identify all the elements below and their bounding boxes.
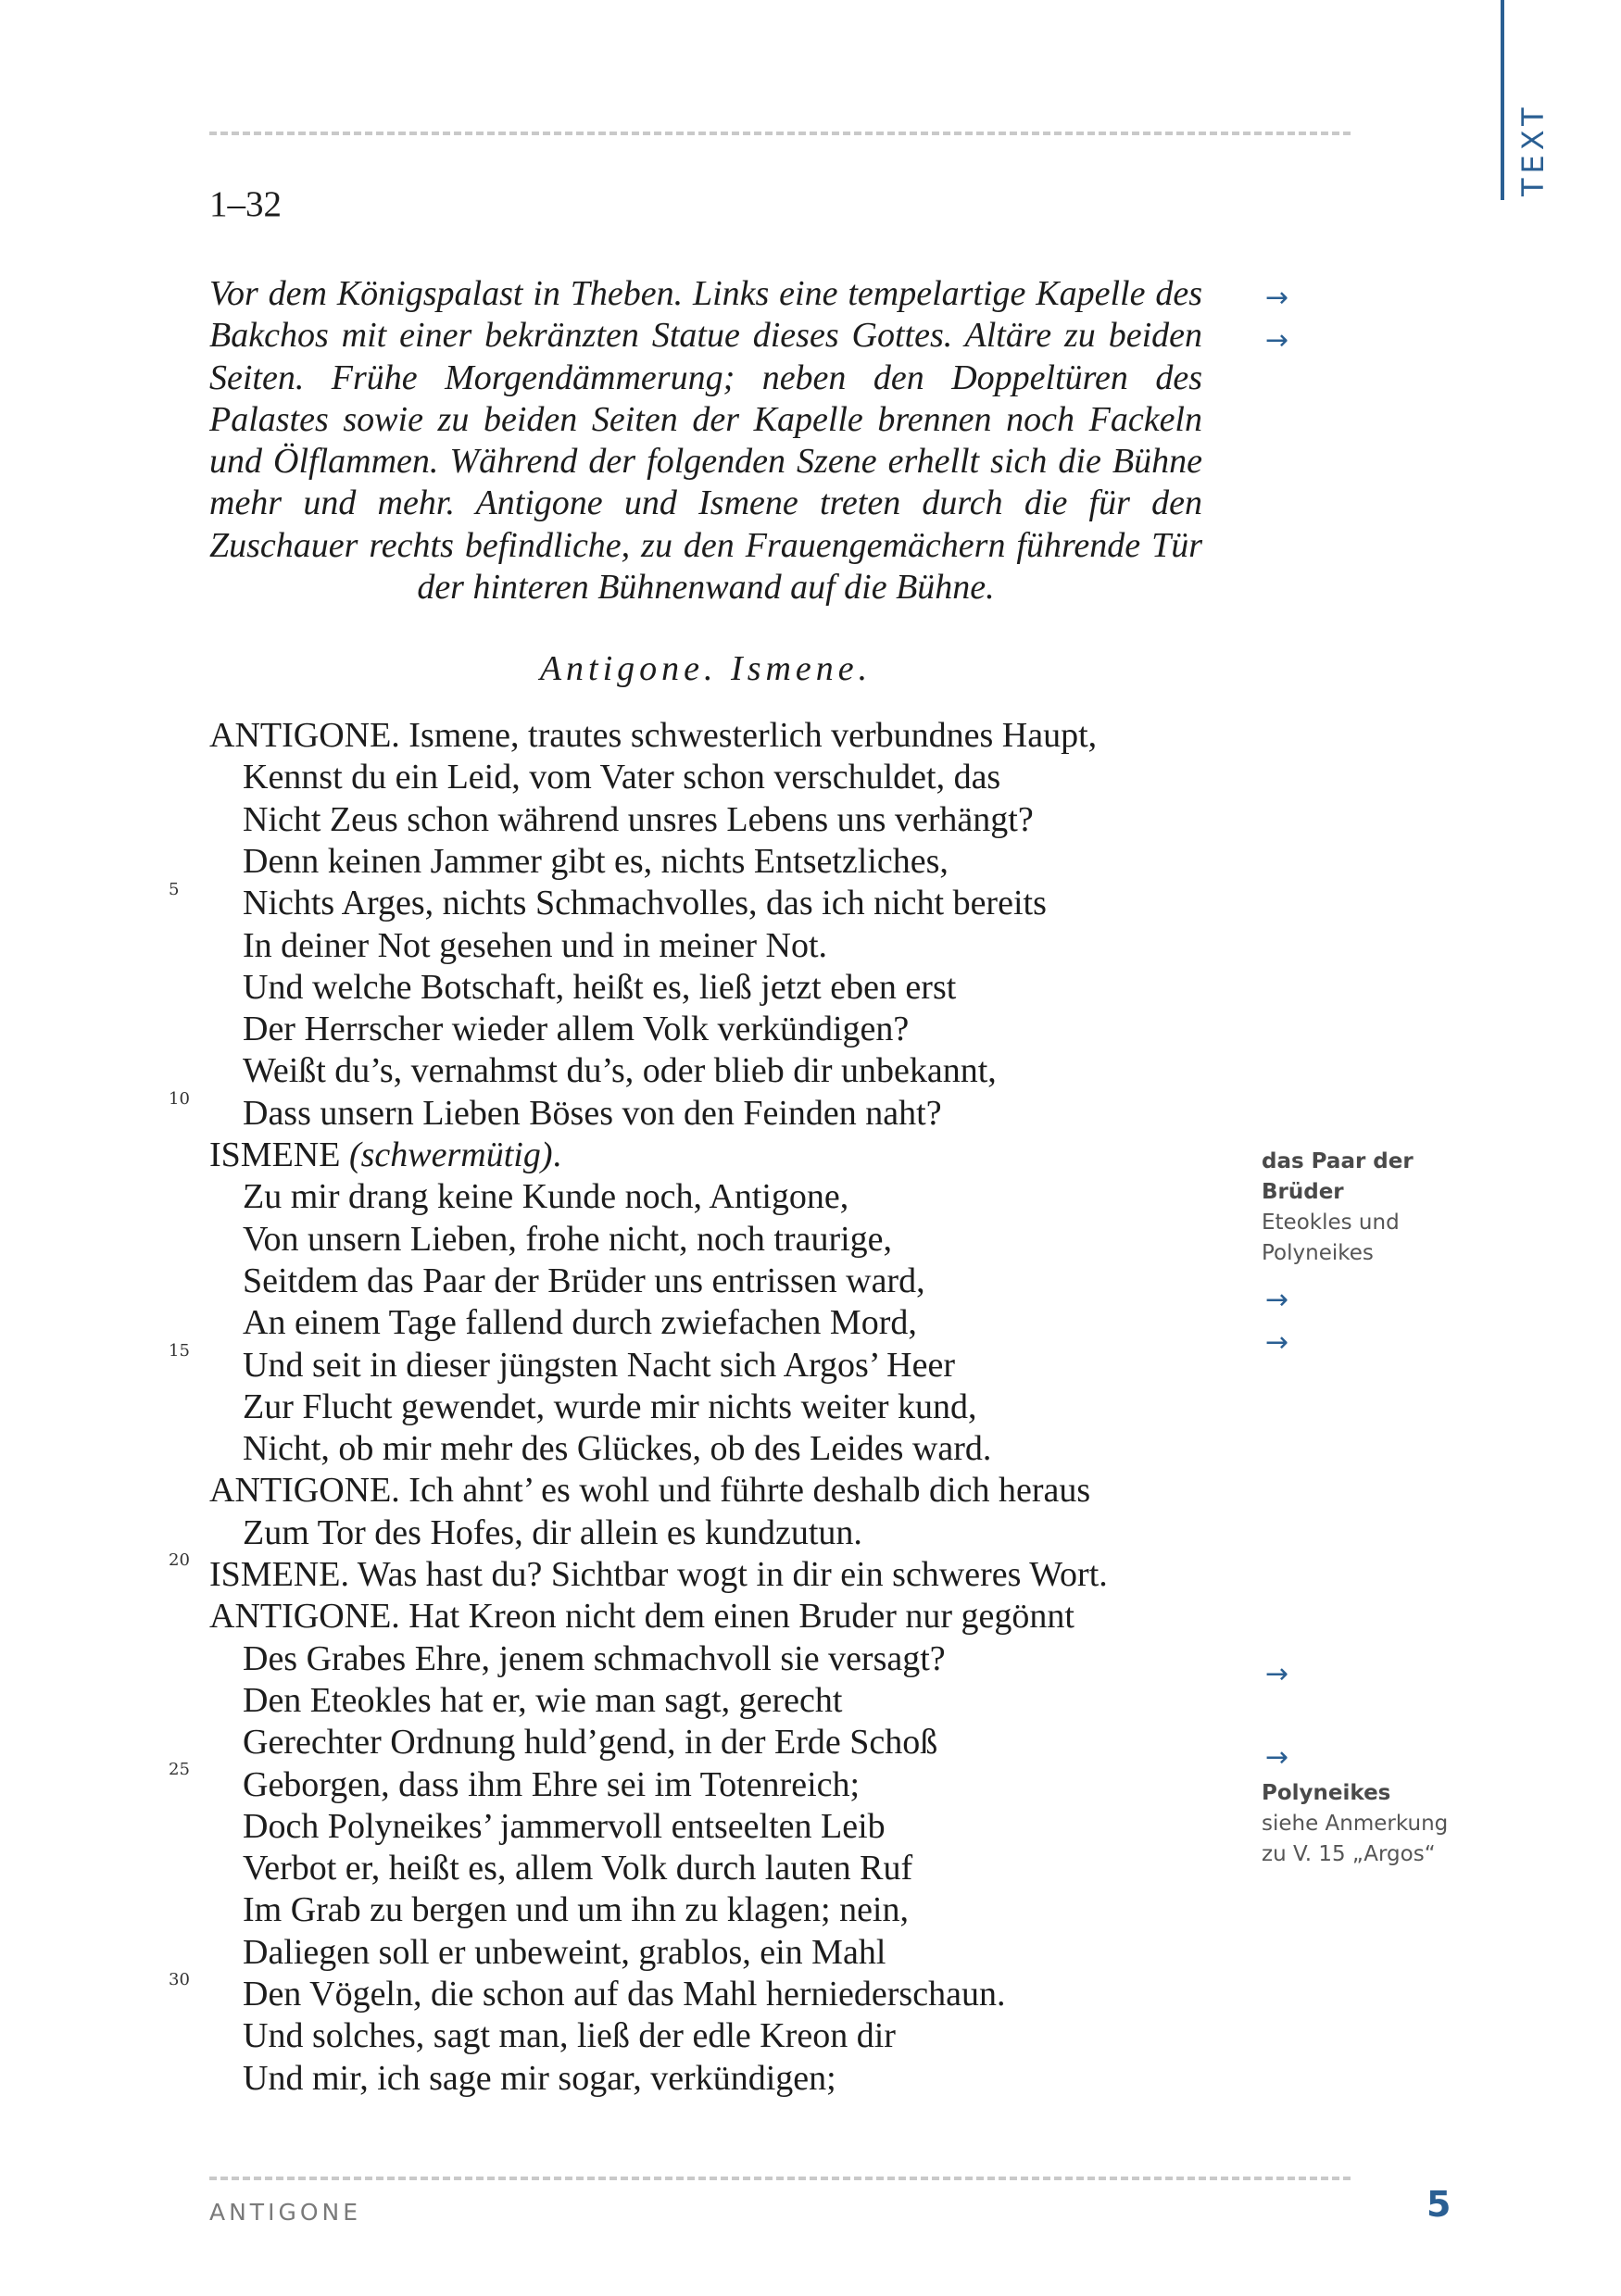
- verse-line: [243, 1889, 909, 1930]
- margin-note: [1262, 1147, 1428, 1269]
- verse-line: [243, 841, 949, 882]
- verse-range: 1–32: [209, 184, 282, 224]
- verse-text: Denn keinen Jammer gibt es, nichts Entsetzliches,: [243, 841, 949, 881]
- verse-text: Weißt du’s, vernahmst du’s, oder blieb dir unbekannt,: [243, 1051, 997, 1091]
- speaker-name: ISMENE.: [209, 1555, 349, 1594]
- verse-text: Nicht Zeus schon während unsres Lebens uns verhängt?: [243, 799, 1034, 839]
- verse-line: [243, 1009, 909, 1049]
- verse-text: Dass unsern Lieben Böses von den Feinden naht?: [243, 1093, 942, 1133]
- gloss-arrow-icon[interactable]: →: [1265, 1326, 1289, 1359]
- verse-line: [209, 715, 1097, 756]
- speaker-name: ANTIGONE.: [209, 1597, 400, 1637]
- verse-text: An einem Tage fallend durch zwiefachen Mord,: [243, 1303, 917, 1343]
- gloss-arrow-icon[interactable]: →: [1265, 1741, 1289, 1774]
- bottom-divider: [209, 2177, 1351, 2180]
- verse-text: Kennst du ein Leid, vom Vater schon verschuldet, das: [243, 758, 1001, 797]
- margin-note-text: Eteokles und Polyneikes: [1262, 1211, 1400, 1265]
- gloss-arrow-icon[interactable]: →: [1265, 1658, 1289, 1690]
- gloss-arrow-icon[interactable]: →: [1265, 282, 1289, 314]
- side-tab-rule: [1501, 0, 1504, 200]
- verse-text: Geborgen, dass ihm Ehre sei im Totenreich;: [243, 1764, 861, 1804]
- verse-line: [243, 1302, 917, 1343]
- stage-direction-inline: (schwermütig): [340, 1135, 553, 1174]
- verse-line: [243, 1219, 892, 1260]
- margin-note: [1262, 1778, 1475, 1870]
- line-number-20: 20: [169, 1550, 190, 1570]
- verse-text: Ich ahnt’ es wohl und führte deshalb dich heraus: [399, 1471, 1091, 1511]
- verse-line: [243, 925, 827, 966]
- cast-list: Antigone. Ismene.: [539, 649, 873, 688]
- verse-text: Und mir, ich sage mir sogar, verkündigen;: [243, 2058, 836, 2098]
- verse-line: [209, 1135, 561, 1175]
- speaker-name: ISMENE: [209, 1135, 341, 1174]
- verse-text: In deiner Not gesehen und in meiner Not.: [243, 925, 828, 965]
- line-number-10: 10: [169, 1089, 190, 1109]
- speaker-name: ANTIGONE.: [209, 1471, 400, 1511]
- verse-text: .: [552, 1135, 561, 1174]
- verse-text: Was hast du? Sichtbar wogt in dir ein schweres Wort.: [348, 1555, 1108, 1594]
- section-tab-label: TEXT: [1515, 103, 1551, 196]
- verse-line: [243, 1386, 977, 1427]
- verse-text: Von unsern Lieben, frohe nicht, noch traurige,: [243, 1219, 893, 1259]
- margin-note-keyword: das Paar der Brüder: [1262, 1149, 1414, 1204]
- verse-line: [243, 1050, 997, 1091]
- margin-note-keyword: Polyneikes: [1262, 1781, 1391, 1805]
- verse-line: [243, 2058, 836, 2099]
- verse-text: Zur Flucht gewendet, wurde mir nichts weiter kund,: [243, 1386, 977, 1426]
- stage-direction: Vor dem Königspalast in Theben. Links eine tempelartige Kapelle des Bakchos mit einer bekränzten Statue dieses Gottes. Altäre zu beiden Seiten. Frühe Morgendämmerung; neben den Doppeltüren des Palastes sowie zu beiden Seiten der Kapelle brennen noch Fackeln und Ölflammen. Während der folgenden Szene erhellt sich die Bühne mehr und mehr. Antigone und Ismene treten durch die für den Zuschauer rechts befindliche, zu den Frauengemächern führende Tür der hinteren Bühnenwand auf die Bühne.: [209, 274, 1202, 608]
- verse-line: [243, 1428, 991, 1469]
- verse-line: [243, 1345, 955, 1386]
- running-footer-title: ANTIGONE: [209, 2199, 361, 2226]
- line-number-15: 15: [169, 1341, 190, 1361]
- verse-text: Und solches, sagt man, ließ der edle Kreon dir: [243, 2016, 896, 2056]
- verse-line: [243, 1974, 1005, 2014]
- verse-line: [243, 2015, 896, 2056]
- verse-line: [243, 1680, 842, 1721]
- verse-text: Daliegen soll er unbeweint, grablos, ein Mahl: [243, 1932, 886, 1972]
- verse-line: [243, 1261, 925, 1301]
- line-number-5: 5: [169, 880, 180, 899]
- verse-text: Der Herrscher wieder allem Volk verkündigen?: [243, 1010, 910, 1049]
- speaker-name: ANTIGONE.: [209, 716, 400, 755]
- margin-note-text: siehe Anmerkung zu V. 15 „Argos“: [1262, 1812, 1449, 1866]
- verse-line: [243, 1093, 942, 1134]
- verse-text: Und welche Botschaft, heißt es, ließ jetzt eben erst: [243, 967, 957, 1007]
- verse-line: [243, 799, 1034, 840]
- verse-text: Und seit in dieser jüngsten Nacht sich Argos’ Heer: [243, 1345, 955, 1385]
- verse-line: [243, 883, 1047, 923]
- verse-line: [243, 1722, 937, 1763]
- gloss-arrow-icon[interactable]: →: [1265, 1284, 1289, 1316]
- verse-text: Im Grab zu bergen und um ihn zu klagen; nein,: [243, 1890, 909, 1930]
- verse-text: Nichts Arges, nichts Schmachvolles, das ich nicht bereits: [243, 884, 1047, 923]
- verse-text: Zum Tor des Hofes, dir allein es kundzutun.: [243, 1512, 862, 1552]
- line-number-30: 30: [169, 1970, 190, 1989]
- top-divider: [209, 132, 1351, 135]
- verse-line: [243, 967, 956, 1008]
- verse-line: [243, 1932, 886, 1973]
- verse-text: Zu mir drang keine Kunde noch, Antigone,: [243, 1177, 849, 1217]
- verse-line: [209, 1470, 1090, 1511]
- verse-text: Hat Kreon nicht dem einen Bruder nur gegönnt: [399, 1597, 1074, 1637]
- verse-text: Doch Polyneikes’ jammervoll entseelten Leib: [243, 1806, 886, 1846]
- verse-text: Den Vögeln, die schon auf das Mahl herniederschaun.: [243, 1975, 1006, 2014]
- verse-text: Den Eteokles hat er, wie man sagt, gerecht: [243, 1680, 843, 1720]
- verse-text: Ismene, trautes schwesterlich verbundnes Haupt,: [399, 716, 1098, 755]
- verse-text: Verbot er, heißt es, allem Volk durch lauten Ruf: [243, 1849, 913, 1888]
- verse-line: [243, 1764, 860, 1805]
- verse-line: [209, 1554, 1108, 1595]
- verse-line: [243, 1176, 848, 1217]
- verse-line: [243, 757, 1000, 797]
- verse-line: [209, 1596, 1074, 1637]
- verse-text: Des Grabes Ehre, jenem schmachvoll sie versagt?: [243, 1638, 946, 1678]
- verse-text: Nicht, ob mir mehr des Glückes, ob des Leides ward.: [243, 1429, 992, 1469]
- verse-line: [243, 1512, 862, 1553]
- verse-text: Seitdem das Paar der Brüder uns entrissen ward,: [243, 1261, 925, 1300]
- verse-line: [243, 1638, 946, 1679]
- verse-line: [243, 1848, 912, 1888]
- gloss-arrow-icon[interactable]: →: [1265, 324, 1289, 357]
- page-number: 5: [1426, 2184, 1451, 2225]
- verse-line: [243, 1806, 886, 1847]
- verse-text: Gerechter Ordnung huld’gend, in der Erde Schoß: [243, 1723, 938, 1763]
- line-number-25: 25: [169, 1760, 190, 1779]
